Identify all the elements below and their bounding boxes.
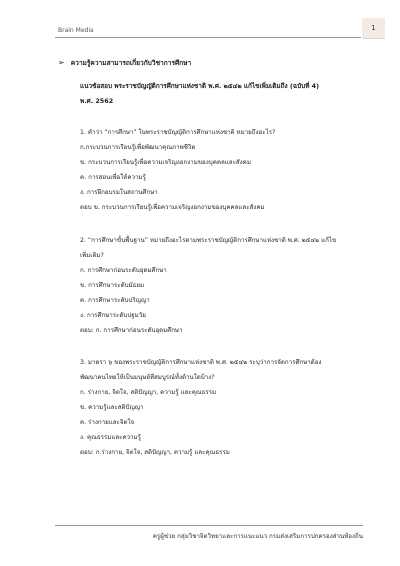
document-title-line-1: แนวข้อสอบ พระราชบัญญัติการศึกษาแห่งชาติ พ.ศ. ๒๕๔๒ แก้ไขเพิ่มเติมถึง (ฉบับที่ 4)	[80, 82, 320, 90]
question-1-option-c: ค. การสอนเพื่อให้ความรู้	[80, 174, 146, 181]
question-2-text-cont: เพิ่มเติม?	[80, 252, 104, 259]
question-3-answer: ตอบ: ก.ร่างกาย, จิตใจ, สติปัญญา, ความรู้ และคุณธรรม	[80, 449, 230, 456]
question-2-option-d: ง. การศึกษาระดับปฐมวัย	[80, 312, 146, 319]
question-1-text: 1. คำว่า “การศึกษา” ในพระราชบัญญัติการศึกษาแห่งชาติ หมายถึงอะไร?	[80, 129, 276, 136]
section-heading-text: ความรู้ความสามารถเกี่ยวกับวิชาการศึกษา	[70, 59, 192, 67]
header-divider	[55, 37, 361, 38]
question-3-option-d: ง. คุณธรรมและความรู้	[80, 434, 141, 441]
question-3-option-b: ข. ความรู้และสติปัญญา	[80, 404, 144, 411]
question-2-option-c: ค. การศึกษาระดับปริญญา	[80, 297, 150, 304]
question-1-option-b: ข. กระบวนการเรียนรู้เพื่อความเจริญงอกงามของบุคคลและสังคม	[80, 159, 251, 166]
page-number: 1	[371, 24, 376, 32]
question-3-option-a: ก. ร่างกาย, จิตใจ, สติปัญญา, ความรู้ และคุณธรรม	[80, 389, 217, 396]
footer-divider	[55, 525, 363, 526]
question-3-text: 3. มาตรา ๖ ของพระราชบัญญัติการศึกษาแห่งชาติ พ.ศ. ๒๕๔๒ ระบุว่าการจัดการศึกษาต้อง	[80, 359, 322, 366]
question-1-answer: ตอบ ข. กระบวนการเรียนรู้เพื่อความเจริญงอกงามของบุคคลและสังคม	[80, 204, 265, 211]
header-brand: Brain Media	[58, 27, 94, 34]
question-3-text-cont: พัฒนาคนไทยให้เป็นมนุษย์ที่สมบูรณ์ทั้งด้านใดบ้าง?	[80, 374, 215, 381]
question-2-option-a: ก. การศึกษาก่อนระดับอุดมศึกษา	[80, 267, 167, 274]
document-title-line-2: พ.ศ. 2562	[80, 97, 114, 105]
footer-text: ครูผู้ช่วย กลุ่มวิชาจิตวิทยาและการแนะแนว กรมส่งเสริมการปกครองส่วนท้องถิ่น	[152, 533, 363, 540]
question-2-option-b: ข. การศึกษาระดับมัธยม	[80, 282, 145, 289]
question-1-option-a: ก.กระบวนการเรียนรู้เพื่อพัฒนาคุณภาพชีวิต	[80, 144, 196, 151]
section-heading	[58, 57, 191, 68]
arrow-bullet-icon: ➢	[58, 58, 65, 67]
question-2-answer: ตอบ: ก. การศึกษาก่อนระดับอุดมศึกษา	[80, 327, 183, 334]
question-3-option-c: ค. ร่างกายและจิตใจ	[80, 419, 135, 426]
question-1-option-d: ง. การฝึกอบรมในสถานศึกษา	[80, 189, 158, 196]
page-number-box	[362, 18, 385, 39]
question-2-text: 2. “การศึกษาขั้นพื้นฐาน” หมายถึงอะไรตามพระราชบัญญัติการศึกษาแห่งชาติ พ.ศ. ๒๕๔๒ แก้ไข	[80, 237, 337, 244]
